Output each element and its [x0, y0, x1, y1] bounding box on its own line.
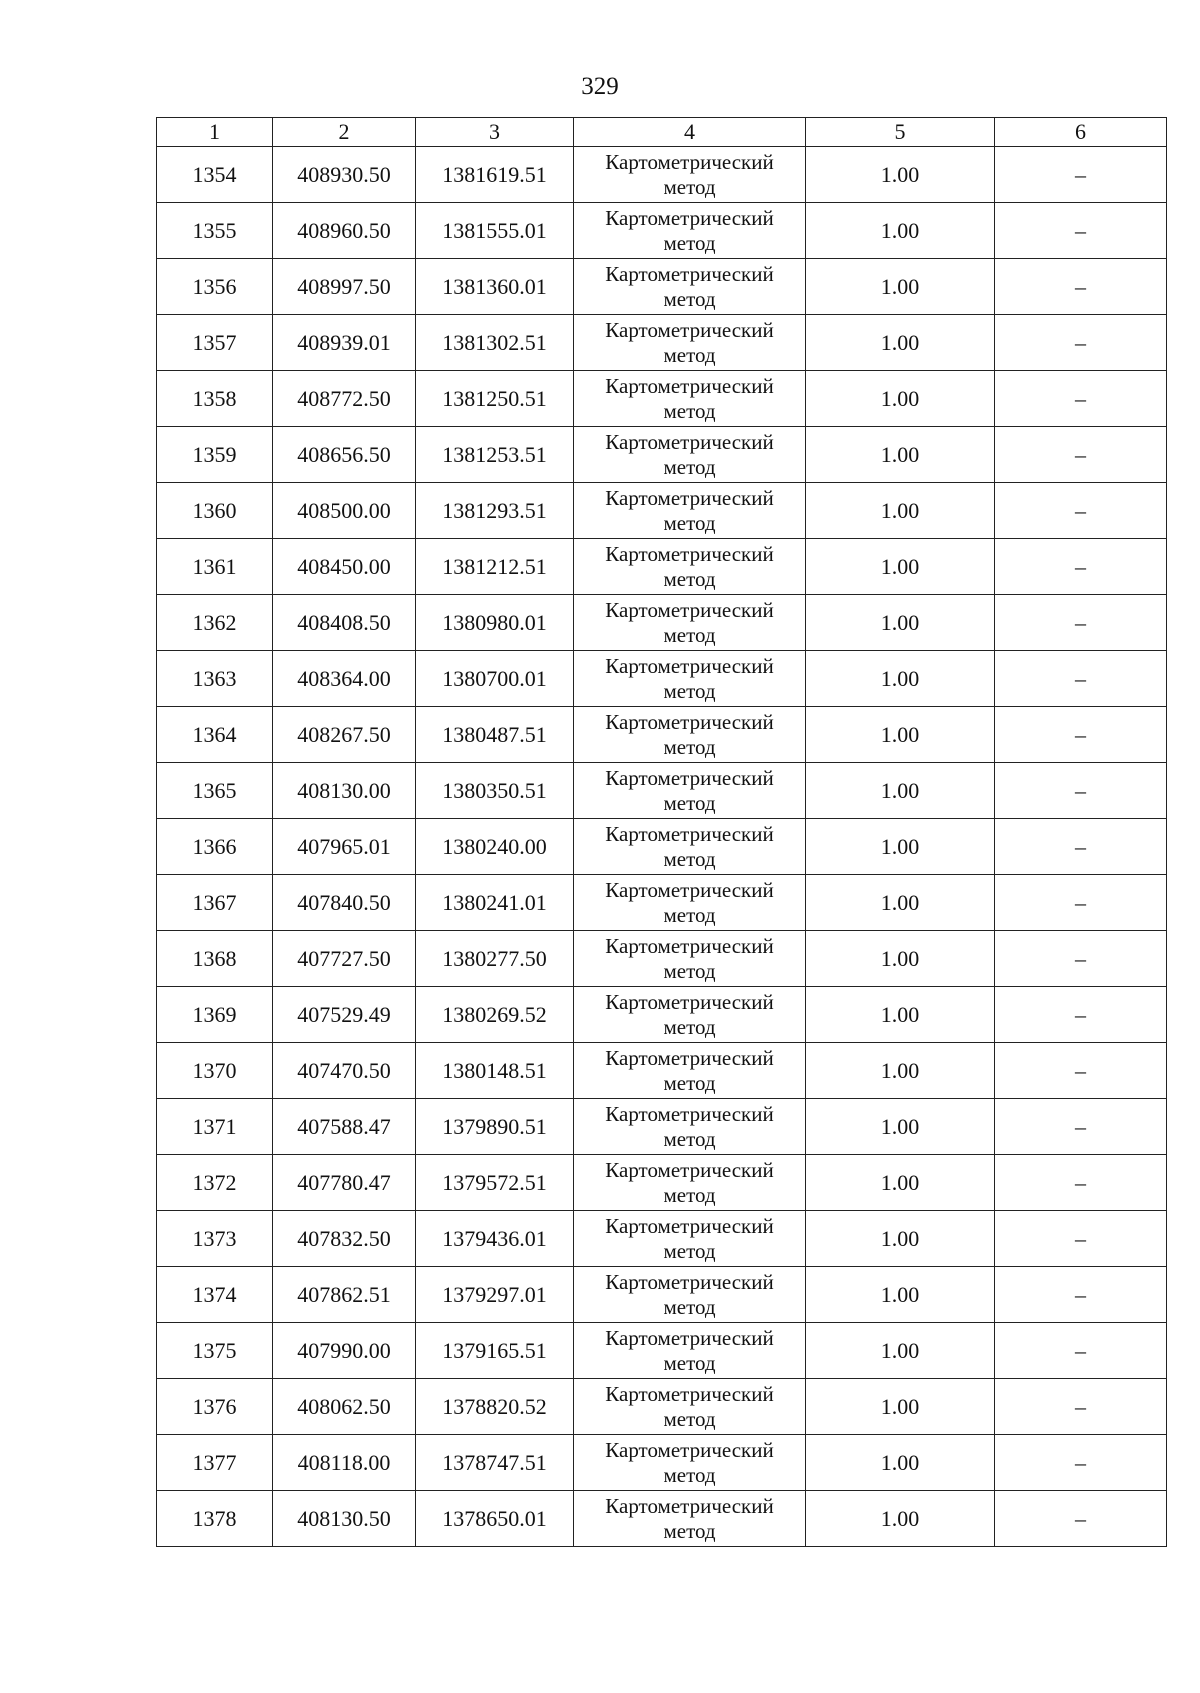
method-cell	[574, 1211, 806, 1267]
table-row	[157, 763, 1167, 819]
accuracy-cell: 1.00	[806, 147, 995, 203]
method-cell	[574, 1435, 806, 1491]
note-cell: –	[995, 651, 1167, 707]
point-number-cell: 1359	[157, 427, 273, 483]
x-coordinate-cell: 407529.49	[273, 987, 416, 1043]
accuracy-cell: 1.00	[806, 1323, 995, 1379]
point-number-cell: 1357	[157, 315, 273, 371]
method-cell	[574, 819, 806, 875]
note-cell: –	[995, 1323, 1167, 1379]
method-line-1: Картометрический	[605, 1493, 774, 1518]
x-coordinate-cell: 408772.50	[273, 371, 416, 427]
table-row	[157, 371, 1167, 427]
y-coordinate-cell: 1380269.52	[416, 987, 574, 1043]
accuracy-cell: 1.00	[806, 483, 995, 539]
accuracy-cell: 1.00	[806, 987, 995, 1043]
method-line-2: метод	[663, 1518, 716, 1543]
table-row	[157, 875, 1167, 931]
method-line-2: метод	[663, 510, 716, 535]
accuracy-cell: 1.00	[806, 1379, 995, 1435]
method-cell	[574, 707, 806, 763]
method-cell	[574, 1323, 806, 1379]
note-cell: –	[995, 203, 1167, 259]
table-row	[157, 595, 1167, 651]
coordinates-table	[156, 117, 1167, 1547]
point-number-cell: 1374	[157, 1267, 273, 1323]
note-cell: –	[995, 147, 1167, 203]
point-number-cell: 1375	[157, 1323, 273, 1379]
note-cell: –	[995, 1043, 1167, 1099]
x-coordinate-cell: 407780.47	[273, 1155, 416, 1211]
method-line-1: Картометрический	[605, 1101, 774, 1126]
method-line-2: метод	[663, 1462, 716, 1487]
method-line-1: Картометрический	[605, 765, 774, 790]
y-coordinate-cell: 1379890.51	[416, 1099, 574, 1155]
x-coordinate-cell: 408500.00	[273, 483, 416, 539]
y-coordinate-cell: 1380487.51	[416, 707, 574, 763]
note-cell: –	[995, 1155, 1167, 1211]
x-coordinate-cell: 408267.50	[273, 707, 416, 763]
method-line-2: метод	[663, 1294, 716, 1319]
method-cell	[574, 651, 806, 707]
header-row	[157, 118, 1167, 147]
method-line-1: Картометрический	[605, 1045, 774, 1070]
point-number-cell: 1362	[157, 595, 273, 651]
accuracy-cell: 1.00	[806, 1099, 995, 1155]
accuracy-cell: 1.00	[806, 1435, 995, 1491]
method-line-1: Картометрический	[605, 205, 774, 230]
table-row	[157, 483, 1167, 539]
method-cell	[574, 259, 806, 315]
table-row	[157, 315, 1167, 371]
y-coordinate-cell: 1381555.01	[416, 203, 574, 259]
accuracy-cell: 1.00	[806, 1267, 995, 1323]
method-line-2: метод	[663, 790, 716, 815]
accuracy-cell: 1.00	[806, 819, 995, 875]
method-line-1: Картометрический	[605, 1269, 774, 1294]
note-cell: –	[995, 875, 1167, 931]
table-row	[157, 1155, 1167, 1211]
accuracy-cell: 1.00	[806, 203, 995, 259]
method-cell	[574, 595, 806, 651]
table-row	[157, 1267, 1167, 1323]
note-cell: –	[995, 1379, 1167, 1435]
x-coordinate-cell: 408118.00	[273, 1435, 416, 1491]
table-row	[157, 1043, 1167, 1099]
table-row	[157, 147, 1167, 203]
point-number-cell: 1376	[157, 1379, 273, 1435]
table-row	[157, 1491, 1167, 1547]
x-coordinate-cell: 407832.50	[273, 1211, 416, 1267]
x-coordinate-cell: 408130.00	[273, 763, 416, 819]
method-cell	[574, 1099, 806, 1155]
point-number-cell: 1378	[157, 1491, 273, 1547]
table-row	[157, 1435, 1167, 1491]
method-line-2: метод	[663, 1182, 716, 1207]
method-line-1: Картометрический	[605, 317, 774, 342]
method-line-2: метод	[663, 1350, 716, 1375]
method-line-1: Картометрический	[605, 149, 774, 174]
point-number-cell: 1364	[157, 707, 273, 763]
method-cell	[574, 1155, 806, 1211]
column-header-2: 2	[273, 118, 416, 147]
y-coordinate-cell: 1381360.01	[416, 259, 574, 315]
y-coordinate-cell: 1380700.01	[416, 651, 574, 707]
method-line-1: Картометрический	[605, 1157, 774, 1182]
x-coordinate-cell: 407727.50	[273, 931, 416, 987]
note-cell: –	[995, 819, 1167, 875]
y-coordinate-cell: 1380241.01	[416, 875, 574, 931]
x-coordinate-cell: 408939.01	[273, 315, 416, 371]
x-coordinate-cell: 407965.01	[273, 819, 416, 875]
x-coordinate-cell: 408130.50	[273, 1491, 416, 1547]
y-coordinate-cell: 1379165.51	[416, 1323, 574, 1379]
y-coordinate-cell: 1379436.01	[416, 1211, 574, 1267]
table-row	[157, 1099, 1167, 1155]
note-cell: –	[995, 539, 1167, 595]
column-header-6: 6	[995, 118, 1167, 147]
table-row	[157, 1211, 1167, 1267]
method-cell	[574, 1491, 806, 1547]
method-line-2: метод	[663, 342, 716, 367]
method-line-1: Картометрический	[605, 1381, 774, 1406]
x-coordinate-cell: 408997.50	[273, 259, 416, 315]
note-cell: –	[995, 315, 1167, 371]
x-coordinate-cell: 407588.47	[273, 1099, 416, 1155]
column-header-4: 4	[574, 118, 806, 147]
point-number-cell: 1372	[157, 1155, 273, 1211]
point-number-cell: 1363	[157, 651, 273, 707]
point-number-cell: 1370	[157, 1043, 273, 1099]
accuracy-cell: 1.00	[806, 539, 995, 595]
method-line-1: Картометрический	[605, 821, 774, 846]
note-cell: –	[995, 595, 1167, 651]
table-row	[157, 1323, 1167, 1379]
table-body	[157, 147, 1167, 1547]
accuracy-cell: 1.00	[806, 707, 995, 763]
method-cell	[574, 875, 806, 931]
table-row	[157, 987, 1167, 1043]
table-row	[157, 203, 1167, 259]
y-coordinate-cell: 1379297.01	[416, 1267, 574, 1323]
point-number-cell: 1373	[157, 1211, 273, 1267]
table-row	[157, 1379, 1167, 1435]
method-line-2: метод	[663, 1406, 716, 1431]
method-line-2: метод	[663, 846, 716, 871]
point-number-cell: 1368	[157, 931, 273, 987]
x-coordinate-cell: 408930.50	[273, 147, 416, 203]
y-coordinate-cell: 1380277.50	[416, 931, 574, 987]
x-coordinate-cell: 408960.50	[273, 203, 416, 259]
note-cell: –	[995, 1211, 1167, 1267]
note-cell: –	[995, 987, 1167, 1043]
point-number-cell: 1354	[157, 147, 273, 203]
x-coordinate-cell: 407840.50	[273, 875, 416, 931]
method-line-1: Картометрический	[605, 1213, 774, 1238]
method-cell	[574, 931, 806, 987]
accuracy-cell: 1.00	[806, 875, 995, 931]
accuracy-cell: 1.00	[806, 427, 995, 483]
page-number: 329	[581, 73, 619, 100]
accuracy-cell: 1.00	[806, 259, 995, 315]
method-line-2: метод	[663, 566, 716, 591]
method-line-2: метод	[663, 1070, 716, 1095]
accuracy-cell: 1.00	[806, 1043, 995, 1099]
point-number-cell: 1360	[157, 483, 273, 539]
y-coordinate-cell: 1381293.51	[416, 483, 574, 539]
x-coordinate-cell: 408450.00	[273, 539, 416, 595]
y-coordinate-cell: 1381253.51	[416, 427, 574, 483]
method-line-2: метод	[663, 1126, 716, 1151]
point-number-cell: 1365	[157, 763, 273, 819]
method-line-1: Картометрический	[605, 261, 774, 286]
method-cell	[574, 1379, 806, 1435]
y-coordinate-cell: 1378650.01	[416, 1491, 574, 1547]
method-cell	[574, 315, 806, 371]
note-cell: –	[995, 1267, 1167, 1323]
point-number-cell: 1367	[157, 875, 273, 931]
accuracy-cell: 1.00	[806, 595, 995, 651]
method-line-2: метод	[663, 174, 716, 199]
method-line-1: Картометрический	[605, 1437, 774, 1462]
method-cell	[574, 763, 806, 819]
method-line-1: Картометрический	[605, 877, 774, 902]
method-line-1: Картометрический	[605, 597, 774, 622]
column-header-1: 1	[157, 118, 273, 147]
point-number-cell: 1369	[157, 987, 273, 1043]
table-row	[157, 539, 1167, 595]
table-row	[157, 819, 1167, 875]
method-line-2: метод	[663, 1014, 716, 1039]
note-cell: –	[995, 371, 1167, 427]
column-header-5: 5	[806, 118, 995, 147]
method-line-1: Картометрический	[605, 653, 774, 678]
method-line-2: метод	[663, 398, 716, 423]
y-coordinate-cell: 1378747.51	[416, 1435, 574, 1491]
method-cell	[574, 483, 806, 539]
note-cell: –	[995, 707, 1167, 763]
method-cell	[574, 371, 806, 427]
method-line-1: Картометрический	[605, 429, 774, 454]
note-cell: –	[995, 763, 1167, 819]
y-coordinate-cell: 1380148.51	[416, 1043, 574, 1099]
method-cell	[574, 1043, 806, 1099]
method-line-1: Картометрический	[605, 541, 774, 566]
y-coordinate-cell: 1379572.51	[416, 1155, 574, 1211]
column-header-3: 3	[416, 118, 574, 147]
y-coordinate-cell: 1380980.01	[416, 595, 574, 651]
note-cell: –	[995, 931, 1167, 987]
method-line-2: метод	[663, 734, 716, 759]
method-line-2: метод	[663, 958, 716, 983]
accuracy-cell: 1.00	[806, 1211, 995, 1267]
y-coordinate-cell: 1380240.00	[416, 819, 574, 875]
point-number-cell: 1366	[157, 819, 273, 875]
method-line-2: метод	[663, 1238, 716, 1263]
accuracy-cell: 1.00	[806, 1155, 995, 1211]
accuracy-cell: 1.00	[806, 763, 995, 819]
method-line-2: метод	[663, 454, 716, 479]
method-line-2: метод	[663, 230, 716, 255]
method-line-1: Картометрический	[605, 485, 774, 510]
y-coordinate-cell: 1381302.51	[416, 315, 574, 371]
method-line-2: метод	[663, 902, 716, 927]
x-coordinate-cell: 407862.51	[273, 1267, 416, 1323]
x-coordinate-cell: 408062.50	[273, 1379, 416, 1435]
table-row	[157, 931, 1167, 987]
point-number-cell: 1356	[157, 259, 273, 315]
method-line-2: метод	[663, 622, 716, 647]
y-coordinate-cell: 1381250.51	[416, 371, 574, 427]
method-line-1: Картометрический	[605, 709, 774, 734]
method-line-2: метод	[663, 286, 716, 311]
method-line-1: Картометрический	[605, 373, 774, 398]
x-coordinate-cell: 408364.00	[273, 651, 416, 707]
note-cell: –	[995, 1435, 1167, 1491]
note-cell: –	[995, 259, 1167, 315]
note-cell: –	[995, 427, 1167, 483]
note-cell: –	[995, 1491, 1167, 1547]
accuracy-cell: 1.00	[806, 651, 995, 707]
point-number-cell: 1358	[157, 371, 273, 427]
table-row	[157, 651, 1167, 707]
point-number-cell: 1377	[157, 1435, 273, 1491]
point-number-cell: 1371	[157, 1099, 273, 1155]
method-line-1: Картометрический	[605, 989, 774, 1014]
method-line-2: метод	[663, 678, 716, 703]
accuracy-cell: 1.00	[806, 371, 995, 427]
method-cell	[574, 147, 806, 203]
method-cell	[574, 203, 806, 259]
y-coordinate-cell: 1380350.51	[416, 763, 574, 819]
accuracy-cell: 1.00	[806, 315, 995, 371]
note-cell: –	[995, 483, 1167, 539]
method-cell	[574, 987, 806, 1043]
method-cell	[574, 539, 806, 595]
y-coordinate-cell: 1381619.51	[416, 147, 574, 203]
x-coordinate-cell: 408408.50	[273, 595, 416, 651]
method-line-1: Картометрический	[605, 933, 774, 958]
x-coordinate-cell: 408656.50	[273, 427, 416, 483]
point-number-cell: 1361	[157, 539, 273, 595]
x-coordinate-cell: 407470.50	[273, 1043, 416, 1099]
x-coordinate-cell: 407990.00	[273, 1323, 416, 1379]
method-cell	[574, 1267, 806, 1323]
table-row	[157, 427, 1167, 483]
method-line-1: Картометрический	[605, 1325, 774, 1350]
y-coordinate-cell: 1378820.52	[416, 1379, 574, 1435]
note-cell: –	[995, 1099, 1167, 1155]
method-cell	[574, 427, 806, 483]
table-row	[157, 707, 1167, 763]
accuracy-cell: 1.00	[806, 931, 995, 987]
y-coordinate-cell: 1381212.51	[416, 539, 574, 595]
accuracy-cell: 1.00	[806, 1491, 995, 1547]
point-number-cell: 1355	[157, 203, 273, 259]
table-row	[157, 259, 1167, 315]
